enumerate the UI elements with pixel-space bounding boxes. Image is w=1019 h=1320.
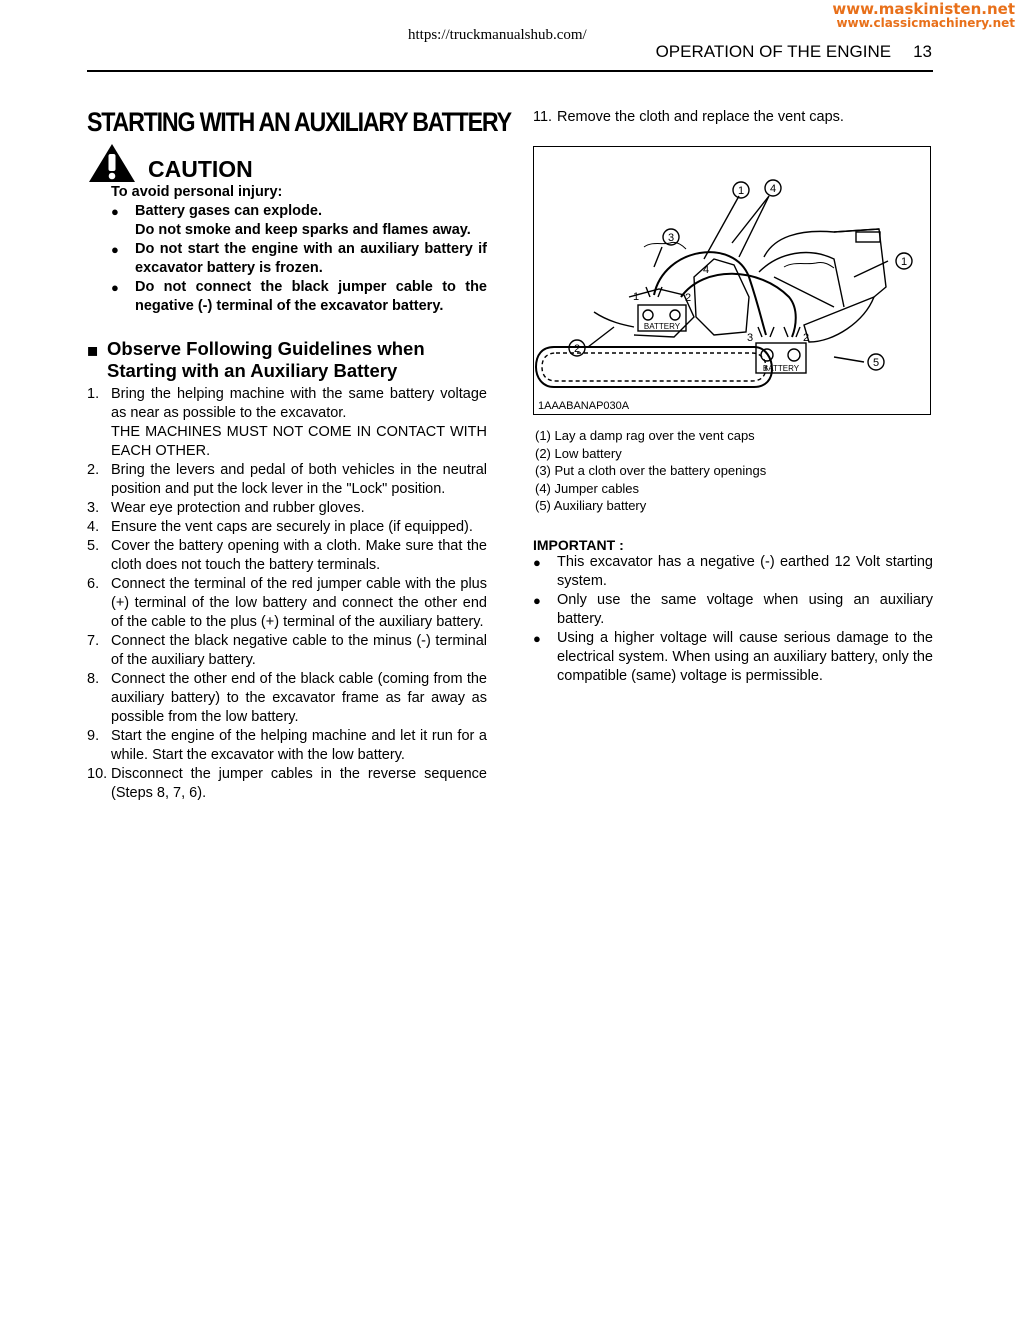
step-item bbox=[87, 461, 487, 499]
right-column bbox=[533, 108, 933, 686]
step-item bbox=[87, 575, 487, 632]
step-item bbox=[87, 727, 487, 765]
step-text: Ensure the vent caps are securely in place (if equipped). bbox=[111, 519, 473, 535]
low-battery-label: BATTERY bbox=[643, 322, 681, 331]
caution-item bbox=[111, 278, 487, 316]
legend-item: (5) Auxiliary battery bbox=[535, 498, 647, 513]
steps-list bbox=[87, 385, 487, 803]
step-text: Bring the levers and pedal of both vehicles in the neutral position and put the lock lever in the "Lock" position. bbox=[111, 462, 487, 497]
step-number: 7. bbox=[87, 633, 100, 649]
step-item bbox=[87, 765, 487, 803]
watermark-primary: www.maskinisten.net bbox=[832, 0, 1015, 18]
caution-item-text: Battery gases can explode. bbox=[135, 203, 322, 219]
step-number: 11. bbox=[533, 109, 553, 125]
important-item: ● This excavator has a negative (-) earthed 12 Volt starting system. bbox=[533, 553, 933, 591]
warning-icon bbox=[88, 143, 136, 183]
step-text: Start the engine of the helping machine and let it run for a while. Start the excavator with the low battery. bbox=[111, 728, 487, 763]
important-list bbox=[533, 553, 933, 686]
step-item bbox=[87, 385, 487, 461]
caution-item-text: Do not connect the black jumper cable to the negative (-) terminal of the excavator battery. bbox=[135, 279, 487, 314]
step-item bbox=[87, 670, 487, 727]
figure-small-label: 1 bbox=[632, 291, 640, 303]
step-item bbox=[87, 632, 487, 670]
figure-callout: 3 bbox=[667, 232, 675, 244]
figure-legend bbox=[533, 427, 933, 515]
page-header bbox=[656, 42, 932, 62]
step-number: 2. bbox=[87, 462, 100, 478]
caution-item-text: Do not smoke and keep sparks and flames away. bbox=[135, 222, 471, 238]
figure-small-label: 2 bbox=[684, 292, 692, 304]
aux-battery-label: BATTERY bbox=[762, 364, 800, 373]
caution-item bbox=[111, 202, 487, 240]
step-item bbox=[87, 518, 487, 537]
step-number: 9. bbox=[87, 728, 100, 744]
step-number: 8. bbox=[87, 671, 100, 687]
figure-small-label: 4 bbox=[702, 264, 710, 276]
source-url[interactable]: https://truckmanualshub.com/ bbox=[408, 27, 587, 43]
figure-small-label: 3 bbox=[746, 332, 754, 344]
step-number: 4. bbox=[87, 519, 100, 535]
caution-item bbox=[111, 240, 487, 278]
step-number: 3. bbox=[87, 500, 100, 516]
caution-item-text: Do not start the engine with an auxiliary battery if excavator battery is frozen. bbox=[135, 241, 487, 276]
figure-code: 1AAABANAP030A bbox=[538, 400, 630, 412]
step-text: Disconnect the jumper cables in the reverse sequence (Steps 8, 7, 6). bbox=[111, 766, 487, 801]
step-number: 6. bbox=[87, 576, 100, 592]
caution-label: CAUTION bbox=[148, 156, 253, 182]
important-item: ● Using a higher voltage will cause serious damage to the electrical system. When using an auxiliary battery, only the compatible (same) voltage is permissible. bbox=[533, 629, 933, 686]
caution-intro: To avoid personal injury: bbox=[111, 184, 283, 200]
step-text: Wear eye protection and rubber gloves. bbox=[111, 500, 365, 516]
legend-item: (2) Low battery bbox=[535, 445, 622, 461]
page-number: 13 bbox=[913, 42, 932, 61]
caution-list bbox=[111, 202, 487, 316]
legend-item: (1) Lay a damp rag over the vent caps bbox=[535, 428, 755, 443]
figure-jumper-diagram bbox=[533, 146, 931, 415]
guidelines-heading-text: Observe Following Guidelines when Starting with an Auxiliary Battery bbox=[107, 338, 425, 381]
step-text: Cover the battery opening with a cloth. Make sure that the cloth does not touch the battery terminals. bbox=[111, 538, 487, 573]
step-item bbox=[87, 499, 487, 518]
section-title: OPERATION OF THE ENGINE bbox=[655, 42, 892, 61]
step-text: Connect the other end of the black cable (coming from the auxiliary battery) to the excavator frame as far away as possible from the low battery. bbox=[111, 671, 487, 725]
page-title: STARTING WITH AN AUXILIARY BATTERY bbox=[87, 107, 511, 137]
caution-body bbox=[111, 183, 487, 316]
step-text: Remove the cloth and replace the vent caps. bbox=[557, 109, 844, 125]
watermark-secondary: www.classicmachinery.net bbox=[836, 16, 1015, 30]
square-bullet-icon: ■ bbox=[87, 340, 99, 361]
figure-callout: 1 bbox=[737, 185, 745, 197]
guidelines-heading bbox=[87, 338, 487, 382]
figure-small-label: 2 bbox=[802, 332, 810, 344]
important-item: ● Only use the same voltage when using an auxiliary battery. bbox=[533, 591, 933, 629]
step-number: 5. bbox=[87, 538, 100, 554]
header-rule bbox=[87, 70, 933, 72]
step-item bbox=[87, 537, 487, 575]
figure-callout: 5 bbox=[872, 357, 880, 369]
figure-callout: 4 bbox=[769, 183, 777, 195]
left-column bbox=[87, 105, 511, 803]
caution-heading bbox=[87, 143, 487, 183]
important-label: IMPORTANT : bbox=[533, 536, 624, 553]
step-number: 1. bbox=[87, 386, 100, 402]
step-text: Connect the terminal of the red jumper cable with the plus (+) terminal of the low battery and connect the other end of the cable to the plus (+) terminal of the auxiliary battery. bbox=[111, 576, 487, 630]
legend-item: (4) Jumper cables bbox=[535, 480, 640, 496]
jumper-diagram-illustration bbox=[534, 147, 930, 414]
step-warning-text: THE MACHINES MUST NOT COME IN CONTACT WITH EACH OTHER. bbox=[111, 424, 487, 459]
figure-callout: 1 bbox=[900, 256, 908, 268]
step-text: Connect the black negative cable to the minus (-) terminal of the auxiliary battery. bbox=[111, 633, 487, 668]
step-text: Bring the helping machine with the same battery voltage as near as possible to the excavator. bbox=[111, 386, 487, 421]
step-item bbox=[533, 108, 933, 127]
figure-callout: 2 bbox=[573, 343, 581, 355]
legend-item: (3) Put a cloth over the battery openings bbox=[535, 463, 767, 478]
step-number: 10. bbox=[87, 766, 108, 782]
